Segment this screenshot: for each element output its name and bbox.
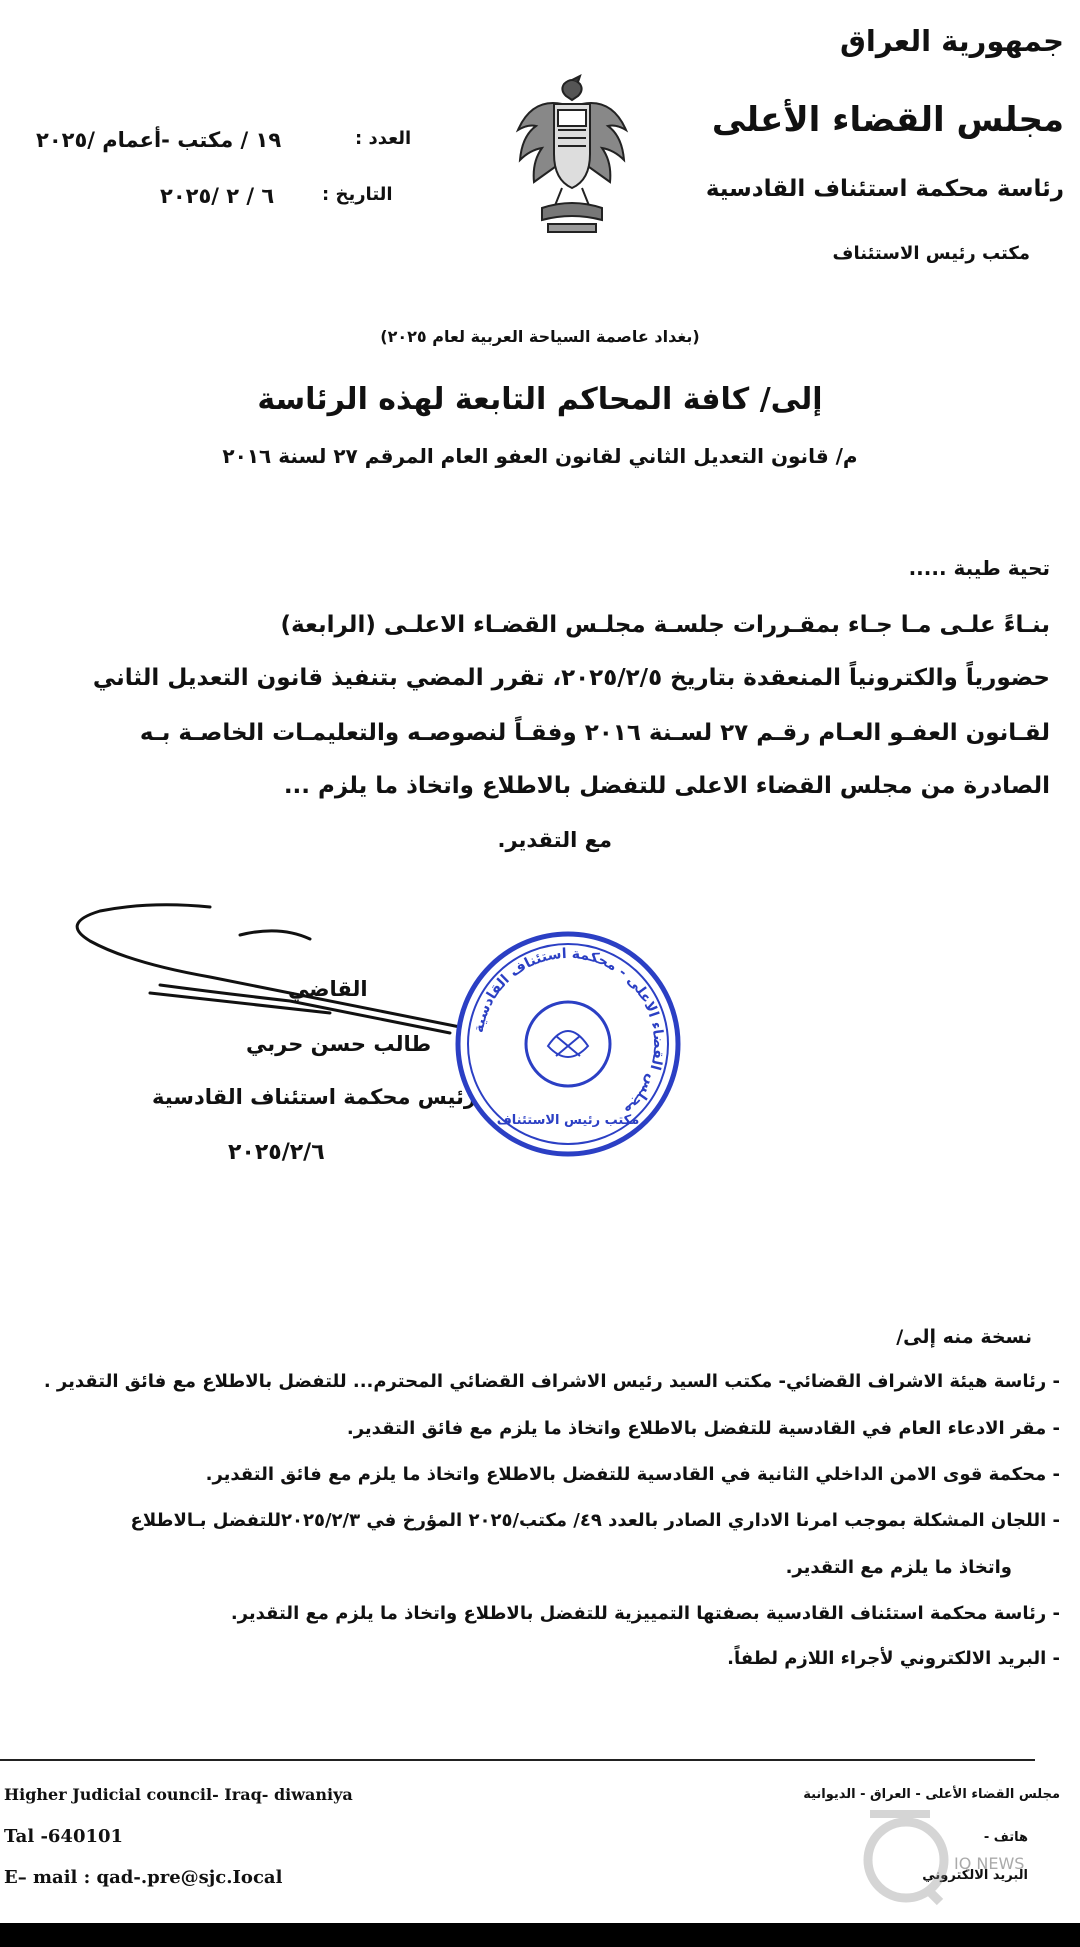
paragraph-line: حضورياً والكترونياً المنعقدة بتاريخ ٢٠٢٥/٢/٥، تقرر المضي بتنفيذ قانون التعديل الثاني (92, 665, 1050, 691)
number-value: ١٩ / مكتب -أعمام /٢٠٢٥ (36, 128, 282, 152)
greeting: تحية طيبة ..... (908, 556, 1050, 580)
copy-item: - رئاسة محكمة استئناف القادسية بصفتها التمييزية للتفضل بالاطلاع واتخاذ ما يلزم مع التقدير. (230, 1603, 1060, 1624)
footer-en-phone: Tal -640101 (4, 1826, 124, 1847)
copy-item: - مقر الادعاء العام في القادسية للتفضل بالاطلاع واتخاذ ما يلزم مع فائق التقدير. (346, 1418, 1060, 1439)
closing: مع التقدير. (497, 828, 612, 852)
signature-date: ٢٠٢٥/٢/٦ (228, 1140, 325, 1165)
subject: م/ قانون التعديل الثاني لقانون العفو العام المرقم ٢٧ لسنة ٢٠١٦ (222, 444, 858, 468)
judge-name: طالب حسن حربي (246, 1032, 432, 1056)
date-label: التاريخ : (322, 184, 393, 205)
number-label: العدد : (355, 128, 412, 149)
judge-position: رئيس محكمة استئناف القادسية (152, 1085, 476, 1109)
footer-en-council: Higher Judicial council- Iraq- diwaniya (4, 1785, 353, 1804)
footer-ar-council: مجلس القضاء الأعلى - العراق - الديوانية (803, 1787, 1060, 1802)
council-name: مجلس القضاء الأعلى (711, 100, 1064, 140)
footer-ar-phone: هاتف - (983, 1830, 1028, 1845)
bottom-band (0, 1923, 1080, 1947)
stamp-inner-text: مكتب رئيس الاستئناف (496, 1113, 640, 1128)
stamp-ring-text: مجلس القضاء الاعلى - محكمة استئناف القادسية (470, 945, 667, 1119)
watermark-logo-icon (856, 1808, 956, 1908)
footer-en-email: E– mail : qad-.pre@sjc.Iocal (4, 1867, 283, 1888)
handwritten-signature (60, 895, 480, 1045)
copy-item-continued: واتخاذ ما يلزم مع التقدير. (785, 1557, 1012, 1578)
watermark-text: IQ NEWS (954, 1854, 1025, 1873)
copy-item: - البريد الالكتروني لأجراء اللازم لطفاً. (727, 1648, 1060, 1669)
slogan: (بغداد عاصمة السياحة العربية لعام ٢٠٢٥) (380, 327, 700, 346)
country-name: جمهورية العراق (839, 24, 1064, 58)
footer-divider (0, 1759, 1035, 1761)
office-name: مكتب رئيس الاستئناف (832, 243, 1030, 264)
copies-title: نسخة منه إلى/ (896, 1326, 1032, 1348)
paragraph-line: لقـانون العفـو العـام رقـم ٢٧ لسـنة ٢٠١٦ وفقـاً لنصوصـه والتعليمـات الخاصـة بـه (139, 720, 1050, 746)
footer-ar-email: البريد الالكتروني (922, 1868, 1028, 1883)
date-value: ٦ / ٢ /٢٠٢٥ (160, 184, 275, 208)
paragraph-line: الصادرة من مجلس القضاء الاعلى للتفضل بالاطلاع واتخاذ ما يلزم ... (283, 773, 1050, 799)
judge-title: القاضي (288, 977, 368, 1001)
iraq-emblem-icon (512, 74, 632, 244)
copy-item: - اللجان المشكلة بموجب امرنا الاداري الصادر بالعدد ٤٩/ مكتب/٢٠٢٥ المؤرخ في ٢٠٢٥/٢/٣للتفضل بـالاطلاع (130, 1510, 1060, 1531)
paragraph-line: بنـاءً علـى مـا جـاء بمقـررات جلسـة مجلـس القضـاء الاعلـى (الرابعة) (280, 612, 1050, 638)
official-stamp (452, 928, 684, 1160)
court-presidency: رئاسة محكمة استئناف القادسية (705, 176, 1064, 202)
addressee: إلى/ كافة المحاكم التابعة لهذه الرئاسة (257, 382, 823, 417)
copy-item: - محكمة قوى الامن الداخلي الثانية في القادسية للتفضل بالاطلاع واتخاذ ما يلزم مع فائق التقدير. (205, 1464, 1060, 1485)
copy-item: - رئاسة هيئة الاشراف القضائي- مكتب السيد رئيس الاشراف القضائي المحترم... للتفضل بالاطلاع مع فائق التقدير . (43, 1371, 1060, 1392)
